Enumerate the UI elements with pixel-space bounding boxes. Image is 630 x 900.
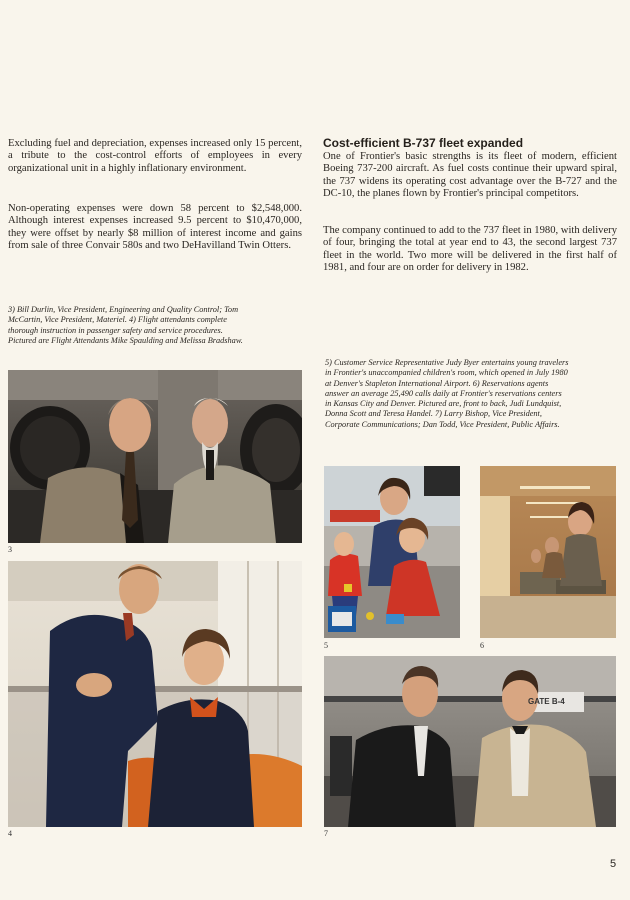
caption-photos-3-4: 3) Bill Durlin, Vice President, Engineering and Quality Control; Tom McCartin, Vice President, Materiel. 4) Flight attendants complete thorough instruction in passenger safety and service procedures. Pictured are Flight Attendants Mike Spaulding and Melissa Bradshaw. xyxy=(8,305,243,345)
photo-vice-presidents xyxy=(324,656,616,827)
photo-childrens-room xyxy=(324,466,460,638)
right-paragraph-1: One of Frontier's basic strengths is its fleet of modern, efficient Boeing 737-200 aircraft. As fuel costs continue their upward spiral, the 737 widens its operating cost advantage over the B-727 and the DC-10, the planes flown by Frontier's principal competitors. xyxy=(323,151,617,200)
photo-number-6: 6 xyxy=(480,641,484,650)
section-heading: Cost-efficient B-737 fleet expanded xyxy=(323,136,524,150)
right-paragraph-2: The company continued to add to the 737 fleet in 1980, with delivery of four, bringing the total at year end to 43, the second largest 737 fleet in the world. Two more will be delivered in the first half of 1981, and four are on order for delivery in 1982. xyxy=(323,225,617,274)
gate-sign: GATE B-4 xyxy=(528,697,565,706)
photo-number-7: 7 xyxy=(324,829,328,838)
photo-number-4: 4 xyxy=(8,829,12,838)
photo-flight-attendants xyxy=(8,561,302,827)
photo-executives-engines xyxy=(8,370,302,543)
caption-photos-5-6-7: 5) Customer Service Representative Judy Byer entertains young travelers in Frontier's unaccompanied children's room, which opened in July 1980 at Denver's Stapleton International Airport. 6) Reservations agents answer an average 25,490 calls daily at Frontier's reservations centers in Kansas City and Denver. Pictured are, front to back, Judi Lundquist, Donna Scott and Teresa Handel. 7) Larry Bishop, Vice President, Corporate Communications; Dan Todd, Vice President, Public Affairs. xyxy=(325,358,569,429)
left-paragraph-2: Non-operating expenses were down 58 percent to $2,548,000. Although interest expenses increased 9.5 percent to $10,470,000, they were offset by nearly $8 million of interest income and gains from sale of three Convair 580s and two DeHavilland Twin Otters. xyxy=(8,203,302,252)
photo-number-5: 5 xyxy=(324,641,328,650)
photo-number-3: 3 xyxy=(8,545,12,554)
photo-reservations-agents xyxy=(480,466,616,638)
left-paragraph-1: Excluding fuel and depreciation, expenses increased only 15 percent, a tribute to the cost-control efforts of employees in every organizational unit in a highly inflationary environment. xyxy=(8,138,302,174)
page-number: 5 xyxy=(610,858,617,870)
